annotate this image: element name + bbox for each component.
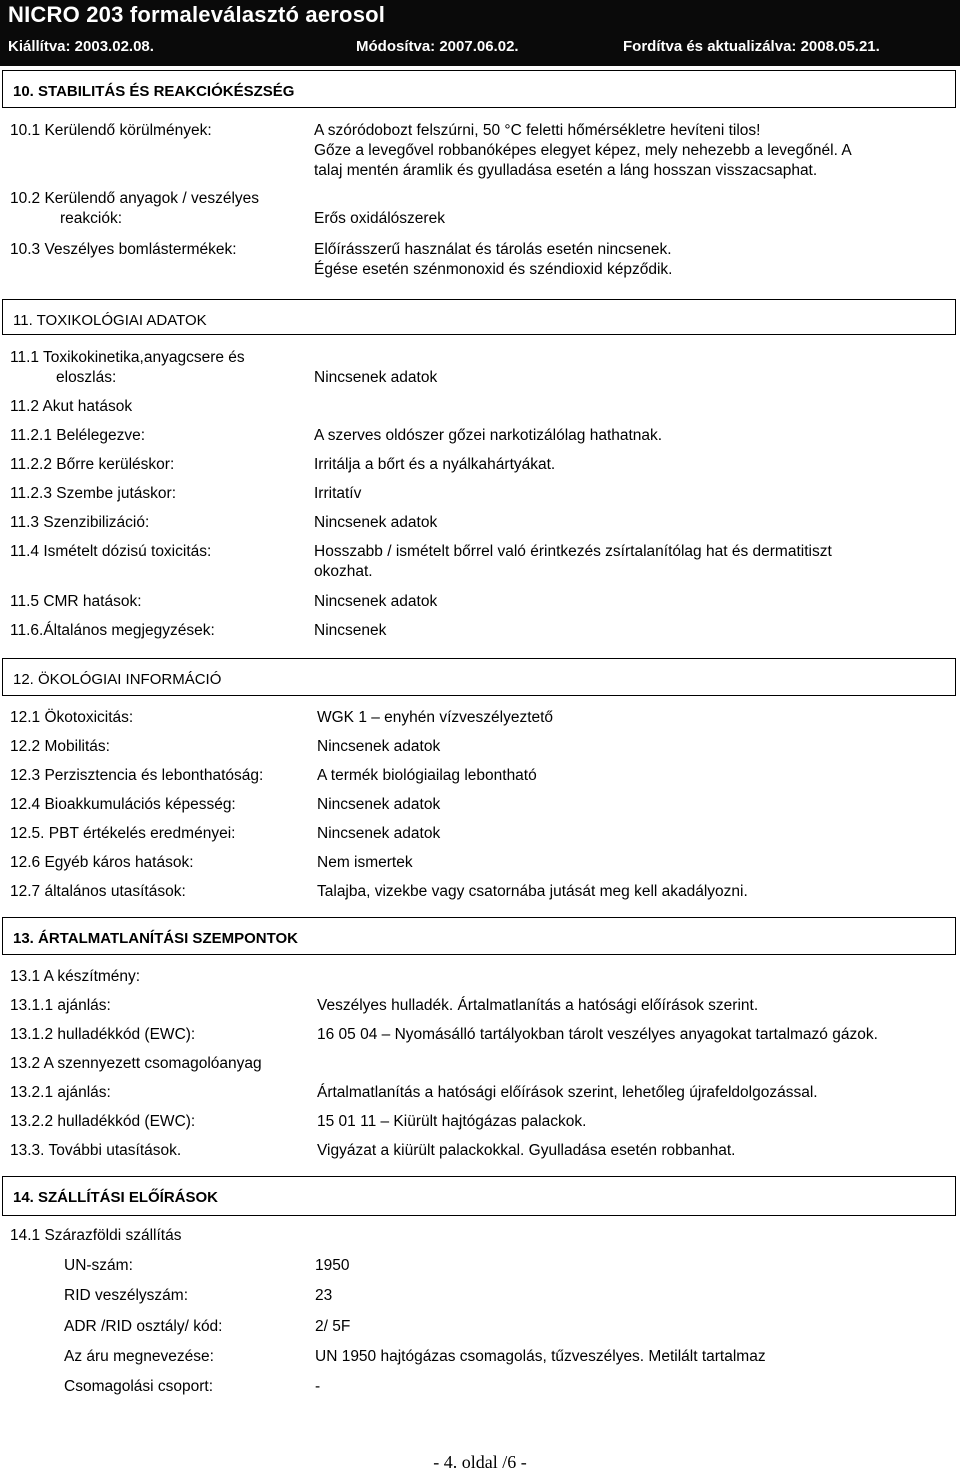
s12-row-value: Nem ismertek <box>317 854 413 871</box>
s14-row-label: Az áru megnevezése: <box>64 1348 214 1365</box>
s13-r12-label: 13.1.2 hulladékkód (EWC): <box>10 1026 196 1043</box>
s13-r11-value: Veszélyes hulladék. Ártalmatlanítás a hatósági előírások szerint. <box>317 997 759 1014</box>
s11-r1-label2: eloszlás: <box>56 369 117 386</box>
s11-r3-label: 11.3 Szenzibilizáció: <box>10 514 150 531</box>
s11-r21-value: A szerves oldószer gőzei narkotizálólag hathatnak. <box>314 427 663 444</box>
modified-date: Módosítva: 2007.06.02. <box>356 38 519 55</box>
s12-row-label: 12.7 általános utasítások: <box>10 883 186 900</box>
s14-row-label: UN-szám: <box>64 1257 133 1274</box>
s10-r3-line1: Előírásszerű használat és tárolás esetén nincsenek. <box>314 241 672 258</box>
s11-r1-value: Nincsenek adatok <box>314 369 438 386</box>
s12-row-value: Nincsenek adatok <box>317 796 441 813</box>
s14-row-label: RID veszélyszám: <box>64 1287 189 1304</box>
section-11-heading: 11. TOXIKOLÓGIAI ADATOK <box>13 312 207 329</box>
s11-r6-label: 11.6.Általános megjegyzések: <box>10 622 215 639</box>
s12-row-value: WGK 1 – enyhén vízveszélyeztető <box>317 709 554 726</box>
section-13-heading-box <box>2 917 956 955</box>
section-12-heading: 12. ÖKOLÓGIAI INFORMÁCIÓ <box>13 671 222 688</box>
s11-r23-label: 11.2.3 Szembe jutáskor: <box>10 485 176 502</box>
s13-r21-value: Ártalmatlanítás a hatósági előírások szerint, lehetőleg újrafeldolgozással. <box>317 1084 818 1101</box>
s10-r1-line2: Gőze a levegővel robbanóképes elegyet képez, mely nehezebb a levegőnél. A <box>314 142 852 159</box>
s13-r12-value: 16 05 04 – Nyomásálló tartályokban tárolt veszélyes anyagokat tartalmazó gázok. <box>317 1026 878 1043</box>
s11-r6-value: Nincsenek <box>314 622 387 639</box>
s13-r3-label: 13.3. További utasítások. <box>10 1142 182 1159</box>
s12-row-label: 12.3 Perzisztencia és lebonthatóság: <box>10 767 264 784</box>
s10-r2-label2: reakciók: <box>60 210 123 227</box>
s13-r21-label: 13.2.1 ajánlás: <box>10 1084 111 1101</box>
s11-r5-value: Nincsenek adatok <box>314 593 438 610</box>
s12-row-value: Nincsenek adatok <box>317 825 441 842</box>
s11-r5-label: 11.5 CMR hatások: <box>10 593 142 610</box>
section-14-heading: 14. SZÁLLÍTÁSI ELŐÍRÁSOK <box>13 1189 219 1206</box>
s14-subheading: 14.1 Szárazföldi szállítás <box>10 1227 182 1244</box>
s14-row-value: 23 <box>315 1287 333 1304</box>
s12-row-value: A termék biológiailag lebontható <box>317 767 537 784</box>
s13-r22-value: 15 01 11 – Kiürült hajtógázas palackok. <box>317 1113 587 1130</box>
issued-date: Kiállítva: 2003.02.08. <box>8 38 154 55</box>
s13-r11-label: 13.1.1 ajánlás: <box>10 997 111 1014</box>
s12-row-label: 12.5. PBT értékelés eredményei: <box>10 825 236 842</box>
s11-r22-value: Irritálja a bőrt és a nyálkahártyákat. <box>314 456 556 473</box>
s14-row-label: Csomagolási csoport: <box>64 1378 214 1395</box>
s11-r22-label: 11.2.2 Bőrre kerüléskor: <box>10 456 175 473</box>
section-10-heading-box <box>2 70 956 108</box>
s12-row-value: Talajba, vizekbe vagy csatornába jutását meg kell akadályozni. <box>317 883 748 900</box>
s12-row-label: 12.4 Bioakkumulációs képesség: <box>10 796 236 813</box>
s10-r1-label: 10.1 Kerülendő körülmények: <box>10 122 212 139</box>
section-14-heading-box <box>2 1176 956 1216</box>
s10-r3-label: 10.3 Veszélyes bomlástermékek: <box>10 241 237 258</box>
s10-r2-label1: 10.2 Kerülendő anyagok / veszélyes <box>10 190 260 207</box>
s13-r1-label: 13.1 A készítmény: <box>10 968 141 985</box>
s13-r3-value: Vigyázat a kiürült palackokkal. Gyulladása esetén robbanhat. <box>317 1142 736 1159</box>
document-title: NICRO 203 formaleválasztó aerosol <box>8 2 386 27</box>
s11-r4-line1: Hosszabb / ismételt bőrrel való érintkezés zsírtalanítólag hat és dermatitiszt <box>314 543 832 560</box>
s12-row-label: 12.1 Ökotoxicitás: <box>10 709 134 726</box>
s11-r4-label: 11.4 Ismételt dózisú toxicitás: <box>10 543 212 560</box>
s11-r3-value: Nincsenek adatok <box>314 514 438 531</box>
section-11-heading-box <box>2 299 956 335</box>
s12-row-label: 12.2 Mobilitás: <box>10 738 110 755</box>
s10-r3-line2: Égése esetén szénmonoxid és széndioxid képződik. <box>314 261 673 278</box>
s11-r4-line2: okozhat. <box>314 563 373 580</box>
s11-r1-label1: 11.1 Toxikokinetika,anyagcsere és <box>10 349 245 366</box>
s10-r2-value: Erős oxidálószerek <box>314 210 445 227</box>
document-header <box>0 0 960 66</box>
s11-r23-value: Irritatív <box>314 485 362 502</box>
s13-r22-label: 13.2.2 hulladékkód (EWC): <box>10 1113 196 1130</box>
s13-r2-label: 13.2 A szennyezett csomagolóanyag <box>10 1055 262 1072</box>
page-number: - 4. oldal /6 - <box>433 1452 527 1472</box>
section-13-heading: 13. ÁRTALMATLANÍTÁSI SZEMPONTOK <box>13 930 298 947</box>
s14-row-value: UN 1950 hajtógázas csomagolás, tűzveszélyes. Metilált tartalmaz <box>315 1348 766 1365</box>
s14-row-value: 1950 <box>315 1257 350 1274</box>
s10-r1-line3: talaj mentén áramlik és gyulladása esetén a láng hosszan visszacsaphat. <box>314 162 818 179</box>
section-12-heading-box <box>2 658 956 696</box>
s14-row-value: - <box>315 1378 321 1395</box>
s12-row-label: 12.6 Egyéb káros hatások: <box>10 854 194 871</box>
s14-row-label: ADR /RID osztály/ kód: <box>64 1318 223 1335</box>
translated-date: Fordítva és aktualizálva: 2008.05.21. <box>623 38 880 55</box>
s11-r21-label: 11.2.1 Belélegezve: <box>10 427 146 444</box>
s11-r2-label: 11.2 Akut hatások <box>10 398 133 415</box>
s10-r1-line1: A szóródobozt felszúrni, 50 °C feletti hőmérsékletre hevíteni tilos! <box>314 122 761 139</box>
s12-row-value: Nincsenek adatok <box>317 738 441 755</box>
s14-row-value: 2/ 5F <box>315 1318 351 1335</box>
section-10-heading: 10. STABILITÁS ÉS REAKCIÓKÉSZSÉG <box>13 83 295 100</box>
